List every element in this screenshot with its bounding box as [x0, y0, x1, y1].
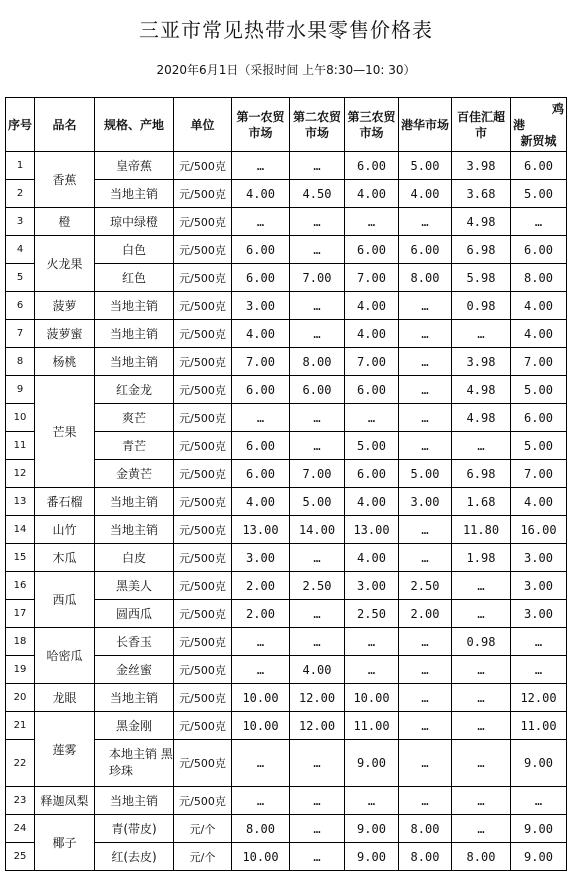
table-row	[6, 376, 567, 404]
spec-origin: 长香玉	[95, 628, 174, 656]
price-market-4: …	[399, 376, 452, 404]
price-market-1: …	[232, 787, 290, 815]
unit: 元/500克	[174, 432, 232, 460]
row-index: 17	[6, 600, 35, 628]
price-market-2: 2.50	[290, 572, 345, 600]
price-market-2: 12.00	[290, 712, 345, 740]
row-index: 7	[6, 320, 35, 348]
spec-origin: 当地主销	[95, 292, 174, 320]
header-index: 序号	[6, 98, 35, 152]
price-market-1: 2.00	[232, 572, 290, 600]
price-market-5: 3.68	[452, 180, 511, 208]
price-market-2: 4.50	[290, 180, 345, 208]
price-market-5: …	[452, 320, 511, 348]
price-market-5: 1.68	[452, 488, 511, 516]
price-market-4: 5.00	[399, 152, 452, 180]
product-name: 番石榴	[35, 488, 95, 516]
spec-origin: 金丝蜜	[95, 656, 174, 684]
price-market-2: 14.00	[290, 516, 345, 544]
price-market-3: 2.50	[345, 600, 399, 628]
price-market-6: …	[511, 628, 567, 656]
price-market-3: 10.00	[345, 684, 399, 712]
unit: 元/500克	[174, 376, 232, 404]
product-name: 释迦凤梨	[35, 787, 95, 815]
price-market-6: 7.00	[511, 460, 567, 488]
price-table	[5, 97, 567, 871]
price-market-4: …	[399, 712, 452, 740]
price-market-2: 5.00	[290, 488, 345, 516]
price-market-3: 4.00	[345, 180, 399, 208]
price-market-2: …	[290, 292, 345, 320]
row-index: 22	[6, 740, 35, 787]
price-market-6: 9.00	[511, 843, 567, 871]
unit: 元/500克	[174, 740, 232, 787]
unit: 元/个	[174, 815, 232, 843]
row-index: 11	[6, 432, 35, 460]
product-name: 菠萝蜜	[35, 320, 95, 348]
unit: 元/500克	[174, 684, 232, 712]
spec-origin: 当地主销	[95, 787, 174, 815]
price-market-5: …	[452, 600, 511, 628]
price-market-4: …	[399, 404, 452, 432]
price-market-4: 2.00	[399, 600, 452, 628]
unit: 元/500克	[174, 460, 232, 488]
price-market-1: 10.00	[232, 712, 290, 740]
price-market-6: 6.00	[511, 236, 567, 264]
product-name: 木瓜	[35, 544, 95, 572]
header-market-1: 第一农贸 市场	[232, 98, 290, 152]
price-market-4: 4.00	[399, 180, 452, 208]
header-market-3: 第三农贸 市场	[345, 98, 399, 152]
price-market-4: …	[399, 516, 452, 544]
row-index: 18	[6, 628, 35, 656]
product-name: 龙眼	[35, 684, 95, 712]
table-row	[6, 684, 567, 712]
row-index: 1	[6, 152, 35, 180]
price-market-3: 7.00	[345, 264, 399, 292]
price-market-4: …	[399, 348, 452, 376]
price-market-2: …	[290, 815, 345, 843]
price-market-2: …	[290, 600, 345, 628]
price-market-4: …	[399, 656, 452, 684]
row-index: 10	[6, 404, 35, 432]
price-market-3: …	[345, 404, 399, 432]
row-index: 3	[6, 208, 35, 236]
price-market-3: 4.00	[345, 544, 399, 572]
price-market-2: …	[290, 628, 345, 656]
price-market-3: 4.00	[345, 292, 399, 320]
price-market-1: …	[232, 208, 290, 236]
price-market-1: 4.00	[232, 180, 290, 208]
price-market-6: 5.00	[511, 432, 567, 460]
spec-origin: 白皮	[95, 544, 174, 572]
price-market-4: 8.00	[399, 264, 452, 292]
price-market-1: 2.00	[232, 600, 290, 628]
unit: 元/500克	[174, 572, 232, 600]
row-index: 2	[6, 180, 35, 208]
unit: 元/500克	[174, 544, 232, 572]
spec-origin: 金黄芒	[95, 460, 174, 488]
header-market-4: 港华市场	[399, 98, 452, 152]
price-market-1: 6.00	[232, 264, 290, 292]
product-name: 山竹	[35, 516, 95, 544]
spec-origin: 青(带皮)	[95, 815, 174, 843]
row-index: 14	[6, 516, 35, 544]
price-market-5: …	[452, 572, 511, 600]
product-name: 橙	[35, 208, 95, 236]
price-market-3: 9.00	[345, 740, 399, 787]
unit: 元/500克	[174, 292, 232, 320]
price-market-2: 8.00	[290, 348, 345, 376]
price-market-3: 11.00	[345, 712, 399, 740]
price-market-6: 9.00	[511, 815, 567, 843]
price-market-5: 3.98	[452, 348, 511, 376]
price-market-5: 0.98	[452, 628, 511, 656]
table-row	[6, 516, 567, 544]
price-market-3: 13.00	[345, 516, 399, 544]
price-market-1: 7.00	[232, 348, 290, 376]
price-market-2: …	[290, 544, 345, 572]
price-market-1: 4.00	[232, 488, 290, 516]
table-row	[6, 712, 567, 740]
price-market-6: …	[511, 656, 567, 684]
row-index: 21	[6, 712, 35, 740]
price-market-5: 4.98	[452, 404, 511, 432]
table-row	[6, 815, 567, 843]
table-row	[6, 544, 567, 572]
price-market-2: 7.00	[290, 264, 345, 292]
spec-origin: 红色	[95, 264, 174, 292]
unit: 元/500克	[174, 404, 232, 432]
unit: 元/500克	[174, 516, 232, 544]
header-spec: 规格、产地	[95, 98, 174, 152]
price-market-1: …	[232, 740, 290, 787]
price-market-1: …	[232, 656, 290, 684]
price-market-6: 4.00	[511, 488, 567, 516]
table-row	[6, 236, 567, 264]
product-name: 芒果	[35, 376, 95, 488]
row-index: 19	[6, 656, 35, 684]
price-market-5: …	[452, 684, 511, 712]
row-index: 25	[6, 843, 35, 871]
price-market-6: 16.00	[511, 516, 567, 544]
unit: 元/500克	[174, 628, 232, 656]
price-market-4: 8.00	[399, 843, 452, 871]
row-index: 20	[6, 684, 35, 712]
price-market-1: 6.00	[232, 460, 290, 488]
price-market-4: …	[399, 208, 452, 236]
page-title: 三亚市常见热带水果零售价格表	[139, 18, 433, 42]
unit: 元/500克	[174, 320, 232, 348]
price-market-5: …	[452, 787, 511, 815]
price-market-3: 7.00	[345, 348, 399, 376]
price-market-4: …	[399, 787, 452, 815]
price-market-4: …	[399, 628, 452, 656]
price-market-2: 12.00	[290, 684, 345, 712]
price-market-6: …	[511, 787, 567, 815]
price-market-1: …	[232, 152, 290, 180]
table-row	[6, 572, 567, 600]
price-market-3: 9.00	[345, 815, 399, 843]
unit: 元/500克	[174, 208, 232, 236]
price-market-4: 8.00	[399, 815, 452, 843]
price-market-4: …	[399, 292, 452, 320]
spec-origin: 当地主销	[95, 488, 174, 516]
unit: 元/500克	[174, 152, 232, 180]
price-market-5: 11.80	[452, 516, 511, 544]
price-market-1: 13.00	[232, 516, 290, 544]
price-market-2: …	[290, 152, 345, 180]
price-market-6: 6.00	[511, 152, 567, 180]
unit: 元/500克	[174, 348, 232, 376]
price-market-1: 4.00	[232, 320, 290, 348]
spec-origin: 当地主销	[95, 180, 174, 208]
price-market-4: …	[399, 432, 452, 460]
report-date: 2020年6月1日（采报时间 上午8:30—10: 30）	[156, 63, 416, 77]
price-market-6: 4.00	[511, 320, 567, 348]
table-row	[6, 320, 567, 348]
unit: 元/500克	[174, 787, 232, 815]
price-market-6: 12.00	[511, 684, 567, 712]
price-market-2: …	[290, 320, 345, 348]
price-market-5: …	[452, 432, 511, 460]
table-row	[6, 152, 567, 180]
spec-origin: 白色	[95, 236, 174, 264]
product-name: 哈密瓜	[35, 628, 95, 684]
price-market-2: 6.00	[290, 376, 345, 404]
price-market-6: 4.00	[511, 292, 567, 320]
header-market-5: 百佳汇超 市	[452, 98, 511, 152]
price-market-4: 3.00	[399, 488, 452, 516]
unit: 元/500克	[174, 180, 232, 208]
unit: 元/个	[174, 843, 232, 871]
price-market-4: 5.00	[399, 460, 452, 488]
price-market-3: 9.00	[345, 843, 399, 871]
unit: 元/500克	[174, 600, 232, 628]
spec-origin: 黑美人	[95, 572, 174, 600]
price-market-3: 3.00	[345, 572, 399, 600]
price-market-6: 9.00	[511, 740, 567, 787]
price-market-5: …	[452, 712, 511, 740]
row-index: 9	[6, 376, 35, 404]
header-market-2: 第二农贸 市场	[290, 98, 345, 152]
price-market-4: …	[399, 740, 452, 787]
product-name: 西瓜	[35, 572, 95, 628]
price-market-6: 8.00	[511, 264, 567, 292]
price-market-5: …	[452, 656, 511, 684]
price-market-5: 5.98	[452, 264, 511, 292]
table-row	[6, 208, 567, 236]
price-market-3: …	[345, 787, 399, 815]
table-row	[6, 292, 567, 320]
header-unit: 单位	[174, 98, 232, 152]
row-index: 5	[6, 264, 35, 292]
unit: 元/500克	[174, 712, 232, 740]
price-market-1: …	[232, 628, 290, 656]
price-market-5: 4.98	[452, 376, 511, 404]
unit: 元/500克	[174, 656, 232, 684]
price-market-1: 6.00	[232, 236, 290, 264]
product-name: 香蕉	[35, 152, 95, 208]
price-market-3: 6.00	[345, 236, 399, 264]
spec-origin: 当地主销	[95, 320, 174, 348]
table-row	[6, 787, 567, 815]
table-row	[6, 628, 567, 656]
price-market-6: 3.00	[511, 544, 567, 572]
price-market-1: 8.00	[232, 815, 290, 843]
unit: 元/500克	[174, 264, 232, 292]
table-row	[6, 348, 567, 376]
spec-origin: 当地主销	[95, 684, 174, 712]
price-market-1: 10.00	[232, 684, 290, 712]
price-market-2: …	[290, 236, 345, 264]
spec-origin: 红金龙	[95, 376, 174, 404]
price-market-1: 6.00	[232, 432, 290, 460]
spec-origin: 琼中绿橙	[95, 208, 174, 236]
price-market-5: …	[452, 815, 511, 843]
price-market-2: …	[290, 787, 345, 815]
price-market-4: …	[399, 684, 452, 712]
spec-origin: 青芒	[95, 432, 174, 460]
spec-origin: 黑金刚	[95, 712, 174, 740]
price-market-5: 8.00	[452, 843, 511, 871]
price-market-5: 1.98	[452, 544, 511, 572]
price-market-3: 6.00	[345, 376, 399, 404]
table-row	[6, 488, 567, 516]
price-market-6: 5.00	[511, 376, 567, 404]
spec-origin: 本地主销 黑珍珠	[95, 740, 174, 787]
price-market-6: 3.00	[511, 600, 567, 628]
price-market-2: …	[290, 740, 345, 787]
price-market-4: 2.50	[399, 572, 452, 600]
price-market-1: 6.00	[232, 376, 290, 404]
row-index: 12	[6, 460, 35, 488]
price-market-5: 0.98	[452, 292, 511, 320]
price-market-6: …	[511, 208, 567, 236]
price-market-2: …	[290, 404, 345, 432]
price-market-3: 4.00	[345, 488, 399, 516]
price-market-5: …	[452, 740, 511, 787]
spec-origin: 当地主销	[95, 348, 174, 376]
price-market-3: …	[345, 208, 399, 236]
price-market-2: …	[290, 432, 345, 460]
price-market-3: 6.00	[345, 152, 399, 180]
price-market-6: 5.00	[511, 180, 567, 208]
price-market-1: 10.00	[232, 843, 290, 871]
spec-origin: 爽芒	[95, 404, 174, 432]
row-index: 16	[6, 572, 35, 600]
price-market-5: 3.98	[452, 152, 511, 180]
product-name: 菠萝	[35, 292, 95, 320]
product-name: 杨桃	[35, 348, 95, 376]
row-index: 8	[6, 348, 35, 376]
header-row	[6, 98, 567, 152]
price-market-3: …	[345, 656, 399, 684]
price-market-1: 3.00	[232, 292, 290, 320]
price-market-6: 11.00	[511, 712, 567, 740]
row-index: 23	[6, 787, 35, 815]
product-name: 椰子	[35, 815, 95, 871]
row-index: 15	[6, 544, 35, 572]
price-market-3: 6.00	[345, 460, 399, 488]
spec-origin: 红(去皮)	[95, 843, 174, 871]
price-market-6: 3.00	[511, 572, 567, 600]
price-market-3: 4.00	[345, 320, 399, 348]
header-market-6: 鸡 港 新贸城	[511, 98, 567, 152]
header-name: 品名	[35, 98, 95, 152]
spec-origin: 皇帝蕉	[95, 152, 174, 180]
price-market-2: …	[290, 208, 345, 236]
table-body	[6, 152, 567, 871]
price-market-4: …	[399, 544, 452, 572]
price-market-2: 7.00	[290, 460, 345, 488]
unit: 元/500克	[174, 236, 232, 264]
row-index: 13	[6, 488, 35, 516]
price-market-4: 6.00	[399, 236, 452, 264]
spec-origin: 圆西瓜	[95, 600, 174, 628]
price-market-6: 7.00	[511, 348, 567, 376]
price-market-4: …	[399, 320, 452, 348]
price-market-1: 3.00	[232, 544, 290, 572]
row-index: 6	[6, 292, 35, 320]
product-name: 莲雾	[35, 712, 95, 787]
price-market-2: 4.00	[290, 656, 345, 684]
product-name: 火龙果	[35, 236, 95, 292]
spec-origin: 当地主销	[95, 516, 174, 544]
unit: 元/500克	[174, 488, 232, 516]
row-index: 4	[6, 236, 35, 264]
price-market-5: 4.98	[452, 208, 511, 236]
price-market-3: 5.00	[345, 432, 399, 460]
price-market-5: 6.98	[452, 460, 511, 488]
price-market-6: 6.00	[511, 404, 567, 432]
price-market-1: …	[232, 404, 290, 432]
price-market-3: …	[345, 628, 399, 656]
price-market-2: …	[290, 843, 345, 871]
price-market-5: 6.98	[452, 236, 511, 264]
row-index: 24	[6, 815, 35, 843]
